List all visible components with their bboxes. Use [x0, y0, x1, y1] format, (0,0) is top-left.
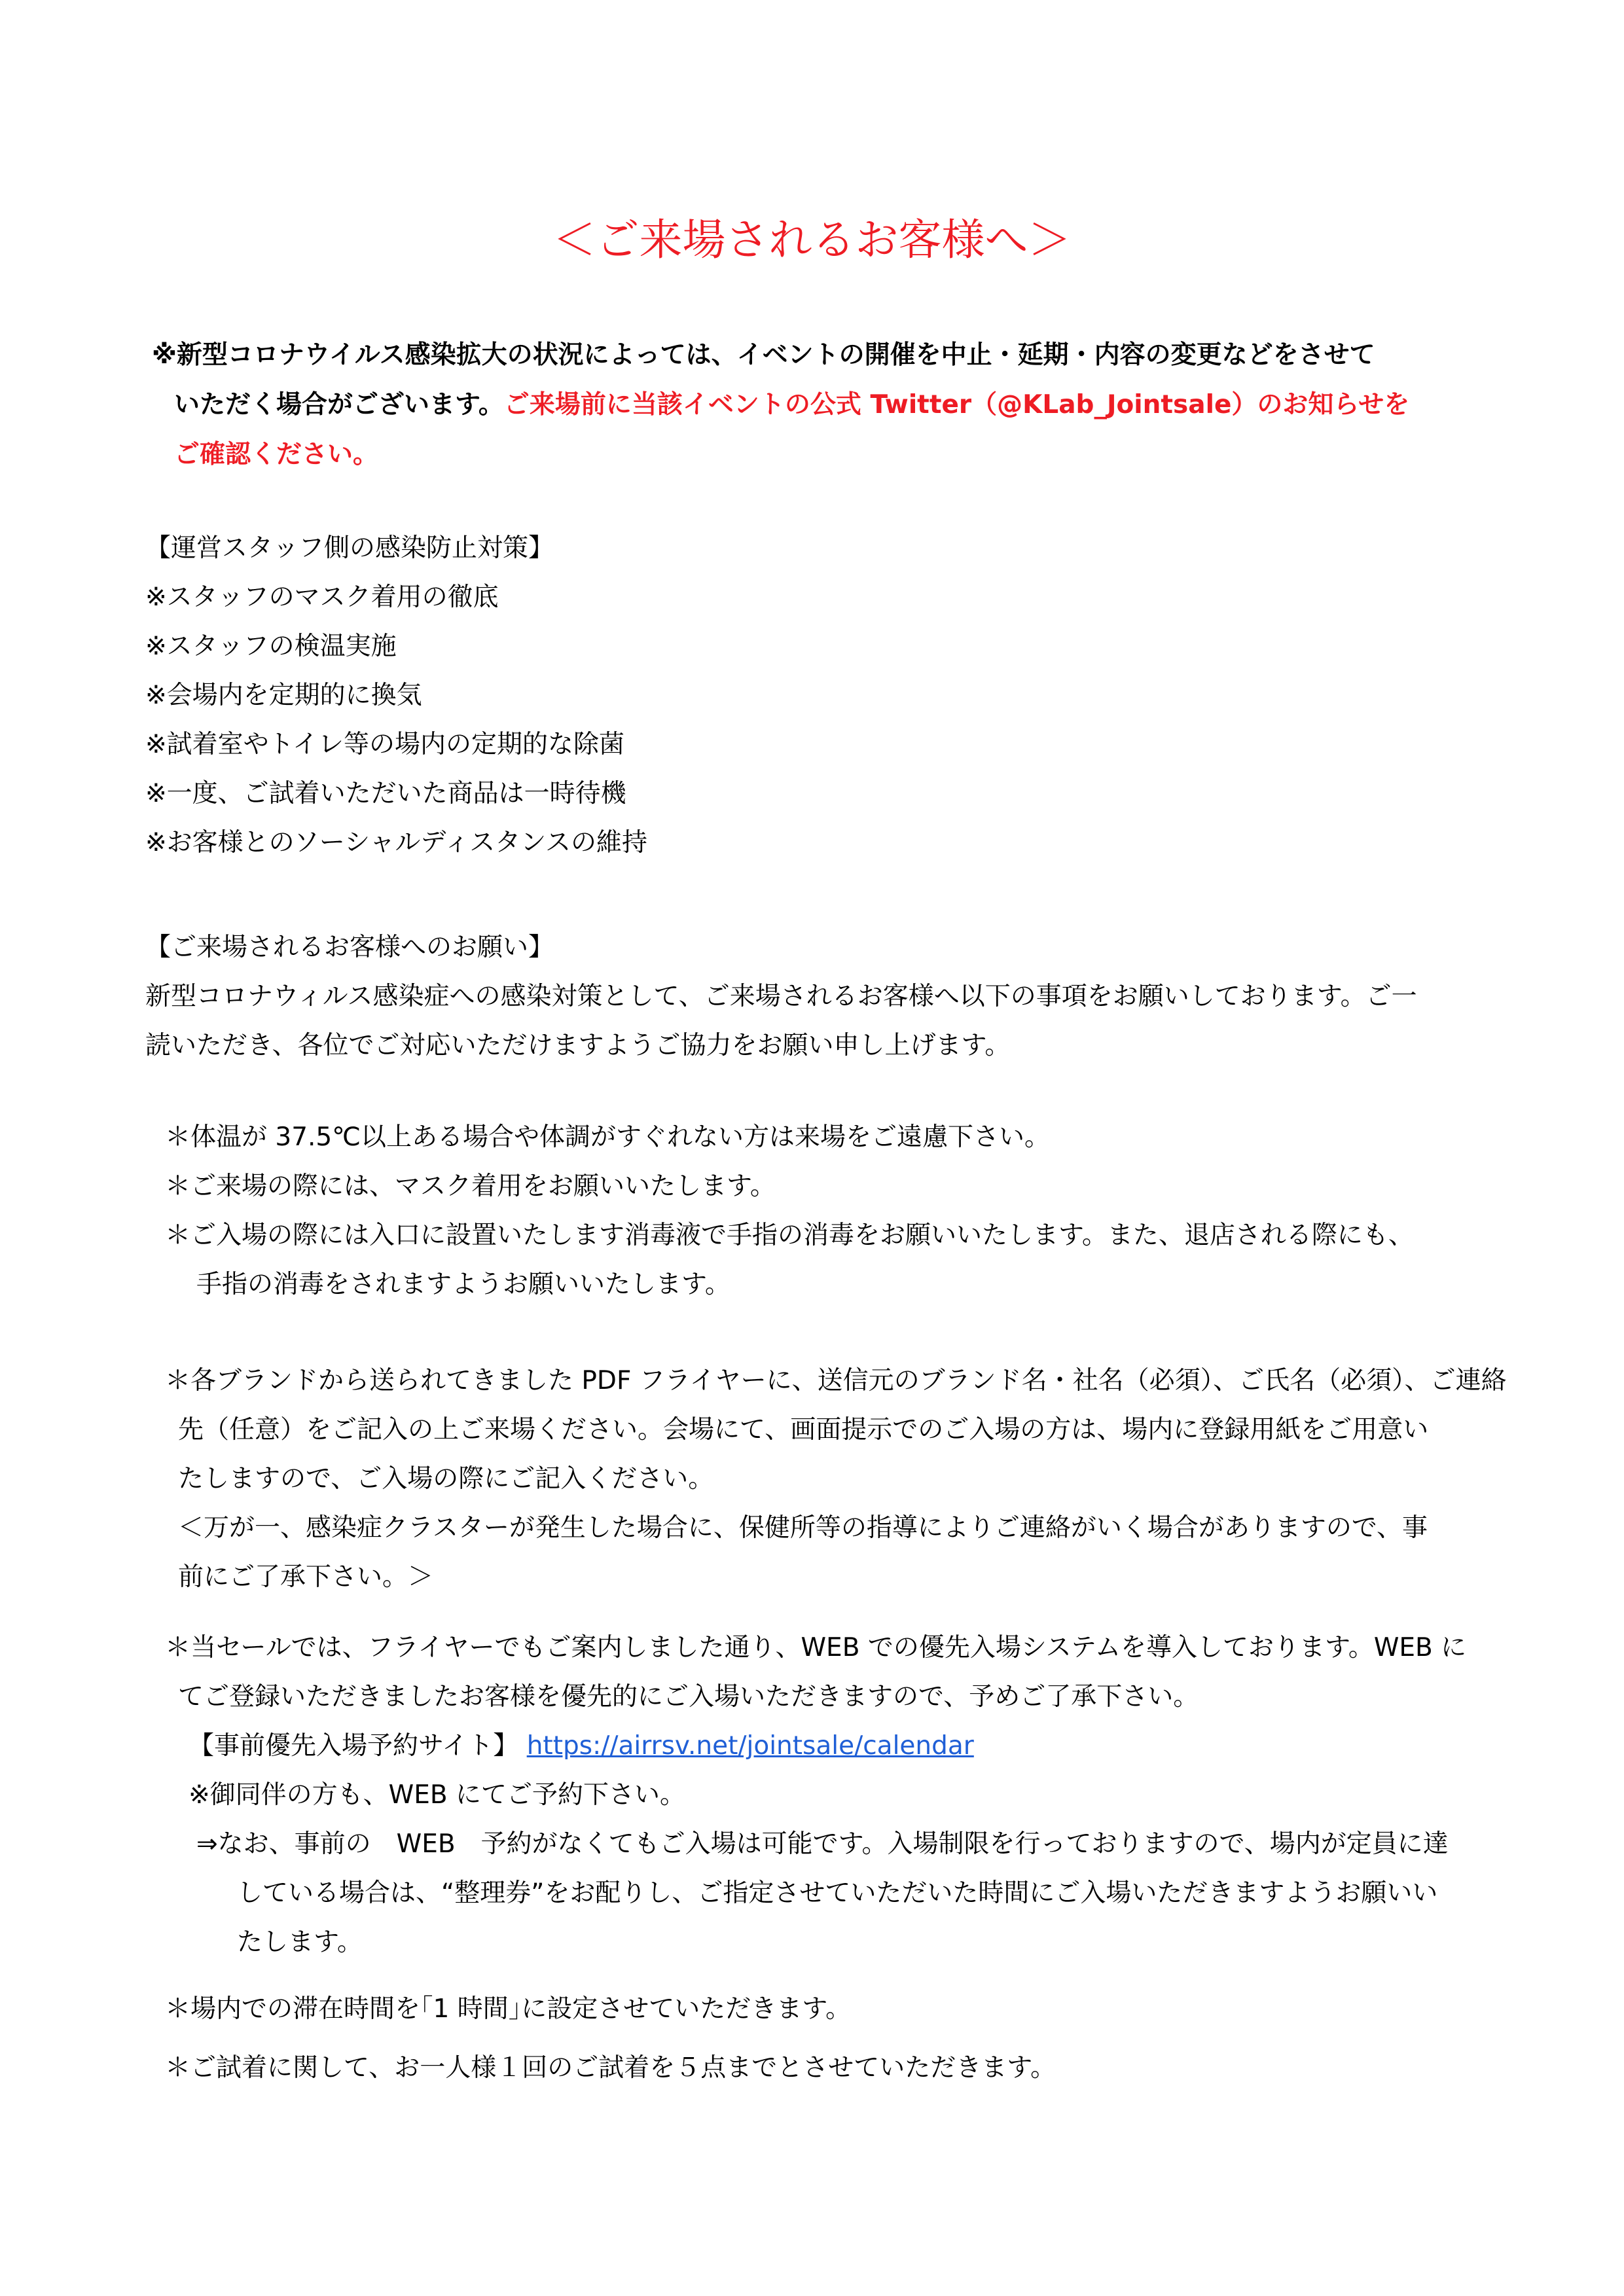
staff-measure-item: ※試着室やトイレ等の場内の定期的な除菌: [145, 730, 624, 759]
rule-mask: ＊ご来場の際には、マスク着用をお願いいたします。: [165, 1172, 776, 1201]
rule-flyer-1: ＊各ブランドから送られてきました PDF フライヤーに、送信元のブランド名・社名（必須）、ご氏名（必須）、ご連絡: [165, 1366, 1507, 1395]
staff-measure-item: ※お客様とのソーシャルディスタンスの維持: [145, 828, 648, 857]
rule-flyer-2: 先（任意）をご記入の上ご来場ください。会場にて、画面提示でのご入場の方は、場内に登録用紙をご用意い: [178, 1415, 1429, 1444]
notice-line-2: [152, 380, 1513, 430]
notice-line-1: ※新型コロナウイルス感染拡大の状況によっては、イベントの開催を中止・延期・内容の変更などをさせて: [152, 340, 1375, 370]
rule-fever: ＊体温が 37.5℃以上ある場合や体調がすぐれない方は来場をご遠慮下さい。: [165, 1122, 1051, 1152]
reservation-link[interactable]: https://airrsv.net/jointsale/calendar: [526, 1731, 974, 1761]
notice-line-2-red: ご来場前に当該イベントの公式 Twitter（@KLab_Jointsale）のお知らせを: [503, 390, 1410, 420]
flyer-rules: [145, 1356, 1507, 1602]
rule-walkin-1: ⇒なお、事前の WEB 予約がなくてもご入場は可能です。入場制限を行っておりますので、場内が定員に達: [196, 1829, 1449, 1859]
staff-measures-heading: 【運営スタッフ側の感染防止対策】: [145, 533, 554, 563]
customer-request-heading: 【ご来場されるお客様へのお願い】: [145, 933, 554, 962]
staff-measure-item: ※一度、ご試着いただいた商品は一時待機: [145, 779, 626, 808]
staff-measure-item: ※会場内を定期的に換気: [145, 681, 422, 710]
rule-web-1: ＊当セールでは、フライヤーでもご案内しました通り、WEB での優先入場システムを導入しております。WEB に: [165, 1633, 1467, 1662]
customer-request-section: [145, 923, 1507, 1070]
rule-flyer-4: ＜万が一、感染症クラスターが発生した場合に、保健所等の指導によりご連絡がいく場合がありますので、事: [178, 1513, 1428, 1543]
staff-measure-item: ※スタッフのマスク着用の徹底: [145, 583, 499, 612]
rule-web-2: てご登録いただきましたお客様を優先的にご入場いただきますので、予めご了承下さい。: [178, 1682, 1199, 1712]
customer-request-intro-2: 読いただき、各位でご対応いただけますようご協力をお願い申し上げます。: [145, 1031, 1011, 1060]
rule-companion: ※御同伴の方も、WEB にてご予約下さい。: [189, 1780, 686, 1810]
web-rules: [145, 1623, 1507, 1967]
rule-stay-time: ＊場内での滞在時間を｢1 時間｣に設定させていただきます。: [165, 1994, 852, 2024]
reservation-label: 【事前優先入場予約サイト】: [189, 1731, 519, 1761]
staff-measures-section: [145, 524, 1507, 867]
covid-notice: [152, 331, 1513, 480]
notice-line-2-black: いただく場合がございます。: [174, 390, 504, 420]
rule-fitting: ＊ご試着に関して、お一人様１回のご試着を５点までとさせていただきます。: [165, 2053, 1056, 2083]
health-rules: [145, 1113, 1507, 1309]
rule-sanitize-2: 手指の消毒をされますようお願いいたします。: [196, 1270, 731, 1299]
staff-measure-item: ※スタッフの検温実施: [145, 632, 397, 661]
fitting-rule: [145, 2043, 1507, 2092]
rule-walkin-2: している場合は、“整理券”をお配りし、ご指定させていただいた時間にご入場いただきますようお願いい: [237, 1878, 1438, 1908]
customer-request-intro-1: 新型コロナウィルス感染症への感染対策として、ご来場されるお客様へ以下の事項をお願いしております。ご一: [145, 982, 1417, 1011]
rule-flyer-3: たしますので、ご入場の際にご記入ください。: [178, 1464, 714, 1494]
stay-time-rule: [145, 1984, 1507, 2034]
rule-flyer-5: 前にご了承下さい。＞: [178, 1562, 434, 1592]
notice-line-3: ご確認ください。: [174, 440, 379, 469]
reservation-row: [145, 1721, 1507, 1770]
page-title: ＜ご来場されるお客様へ＞: [552, 215, 1072, 265]
rule-walkin-3: たします。: [237, 1928, 363, 1957]
rule-sanitize-1: ＊ご入場の際には入口に設置いたします消毒液で手指の消毒をお願いいたします。また、退店される際にも、: [165, 1221, 1414, 1250]
